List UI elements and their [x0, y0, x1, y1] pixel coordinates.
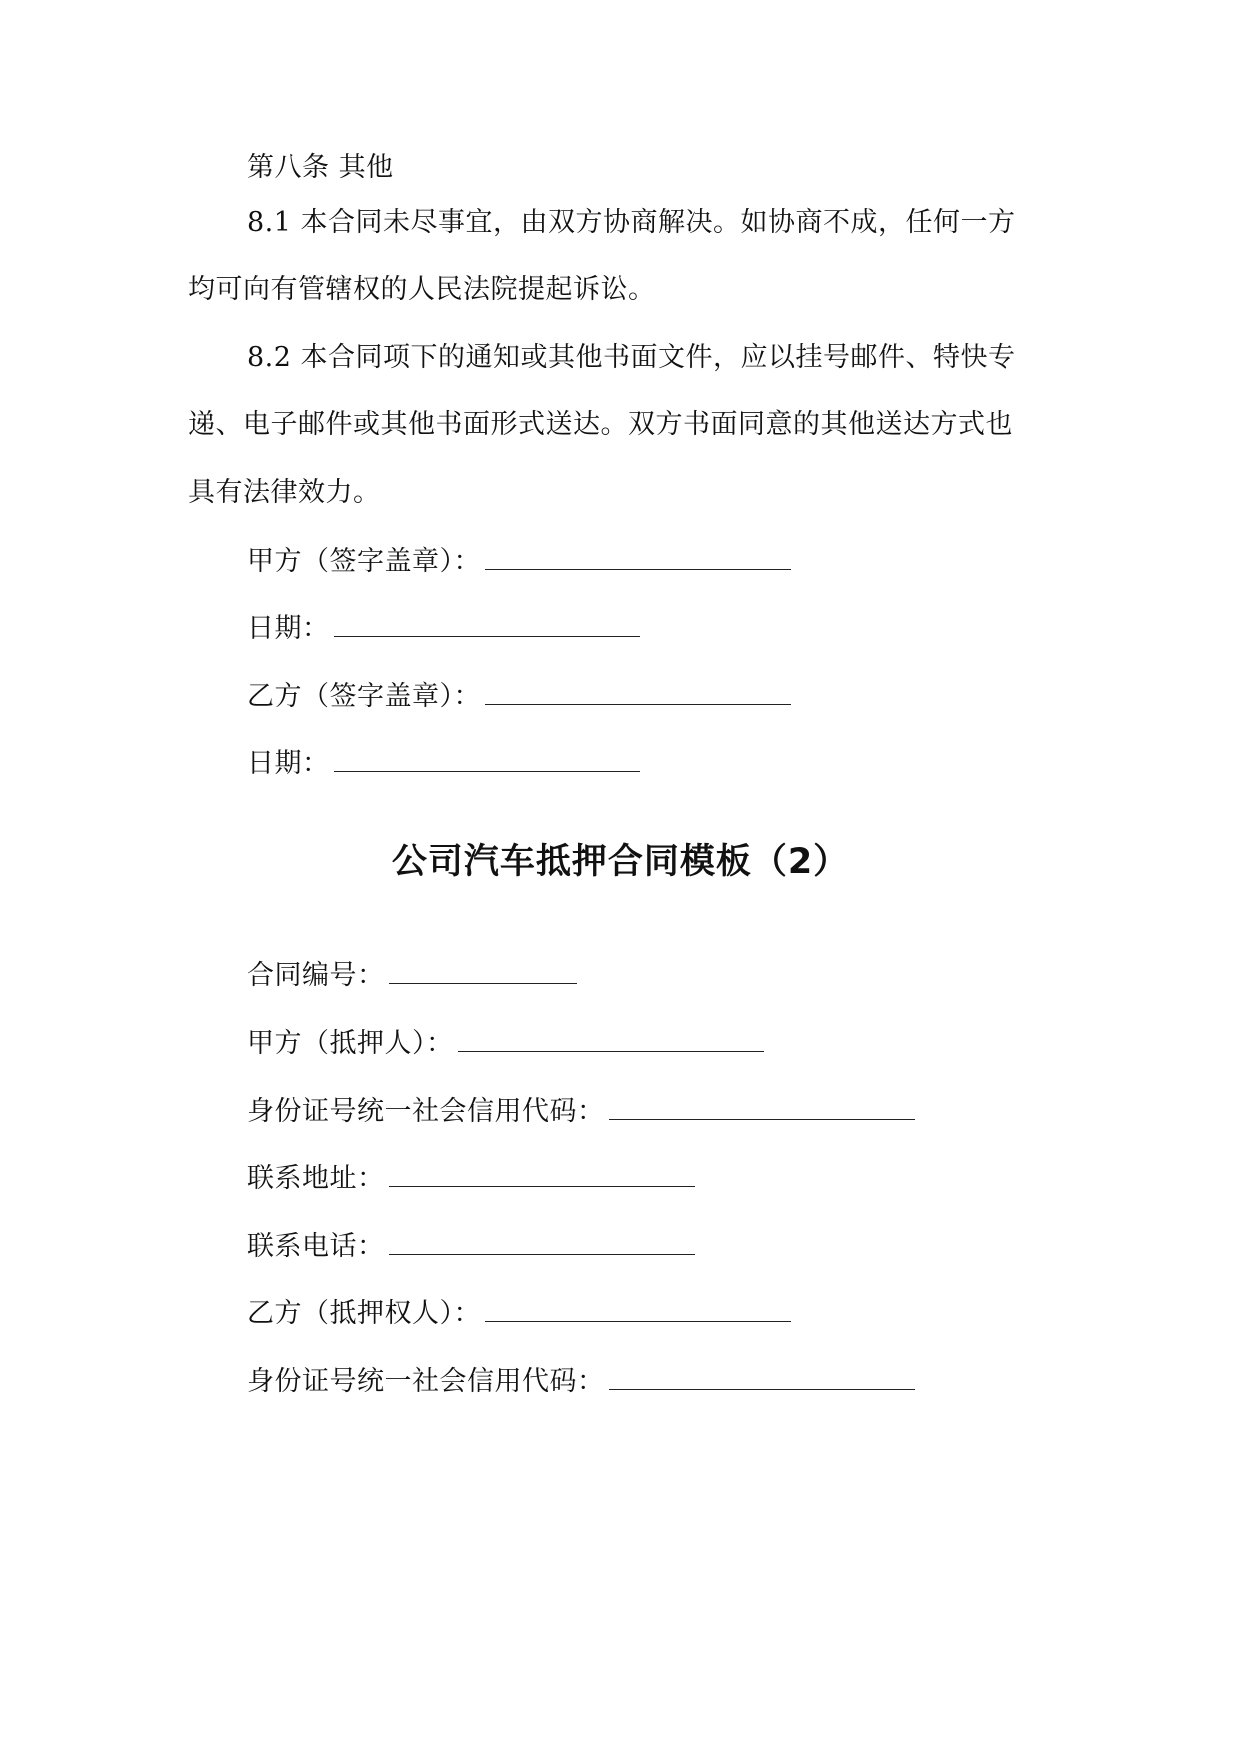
- clause-8-1-text-1: 8.1 本合同未尽事宜，由双方协商解决。如协商不成，任何一方: [247, 207, 1016, 238]
- article-8-heading-text: 第八条 其他: [247, 152, 394, 183]
- mortgagee-label: 乙方（抵押权人）：: [247, 1298, 481, 1329]
- mortgagor-label: 甲方（抵押人）：: [247, 1028, 454, 1059]
- date-b-row: [247, 745, 1117, 782]
- party-a-signature-row: [247, 543, 1117, 580]
- date-a-row: [247, 610, 1117, 647]
- mortgagor-row: [247, 1025, 1117, 1062]
- party-a-signature-label: 甲方（签字盖章）：: [247, 546, 481, 577]
- mortgagor-id-blank[interactable]: [609, 1093, 915, 1120]
- party-a-signature-blank[interactable]: [485, 543, 791, 570]
- address-label: 联系地址：: [247, 1163, 385, 1194]
- party-b-signature-blank[interactable]: [485, 678, 791, 705]
- party-b-signature-row: [247, 678, 1117, 715]
- clause-8-1-text-2: 均可向有管辖权的人民法院提起诉讼。: [188, 274, 656, 305]
- mortgagor-id-row: [247, 1093, 1117, 1130]
- party-b-signature-label: 乙方（签字盖章）：: [247, 681, 481, 712]
- mortgagee-id-blank[interactable]: [609, 1363, 915, 1390]
- phone-blank[interactable]: [389, 1228, 695, 1255]
- clause-8-2-line-2: [188, 407, 1058, 443]
- date-b-blank[interactable]: [334, 745, 640, 772]
- clause-8-2-line-1: [247, 340, 1117, 376]
- mortgagee-id-row: [247, 1363, 1117, 1400]
- clause-8-2-text-2: 递、电子邮件或其他书面形式送达。双方书面同意的其他送达方式也: [188, 409, 1013, 440]
- address-row: [247, 1160, 1117, 1197]
- mortgagee-row: [247, 1295, 1117, 1332]
- mortgagor-id-label: 身份证号统一社会信用代码：: [247, 1096, 605, 1127]
- date-a-blank[interactable]: [334, 610, 640, 637]
- article-8-heading: [247, 150, 1117, 186]
- mortgagee-id-label: 身份证号统一社会信用代码：: [247, 1366, 605, 1397]
- phone-label: 联系电话：: [247, 1231, 385, 1262]
- clause-8-2-text-1: 8.2 本合同项下的通知或其他书面文件，应以挂号邮件、特快专: [247, 342, 1016, 373]
- contract-no-row: [247, 957, 1117, 994]
- contract-no-label: 合同编号：: [247, 960, 385, 991]
- date-a-label: 日期：: [247, 613, 330, 644]
- clause-8-2-line-3: [188, 475, 1058, 511]
- contract-no-blank[interactable]: [389, 957, 577, 984]
- clause-8-1-line-1: [247, 205, 1117, 241]
- date-b-label: 日期：: [247, 748, 330, 779]
- mortgagor-blank[interactable]: [458, 1025, 764, 1052]
- clause-8-1-line-2: [188, 272, 1058, 308]
- mortgagee-blank[interactable]: [485, 1295, 791, 1322]
- address-blank[interactable]: [389, 1160, 695, 1187]
- contract-2-title: 公司汽车抵押合同模板（2）: [391, 842, 850, 882]
- clause-8-2-text-3: 具有法律效力。: [188, 477, 381, 508]
- phone-row: [247, 1228, 1117, 1265]
